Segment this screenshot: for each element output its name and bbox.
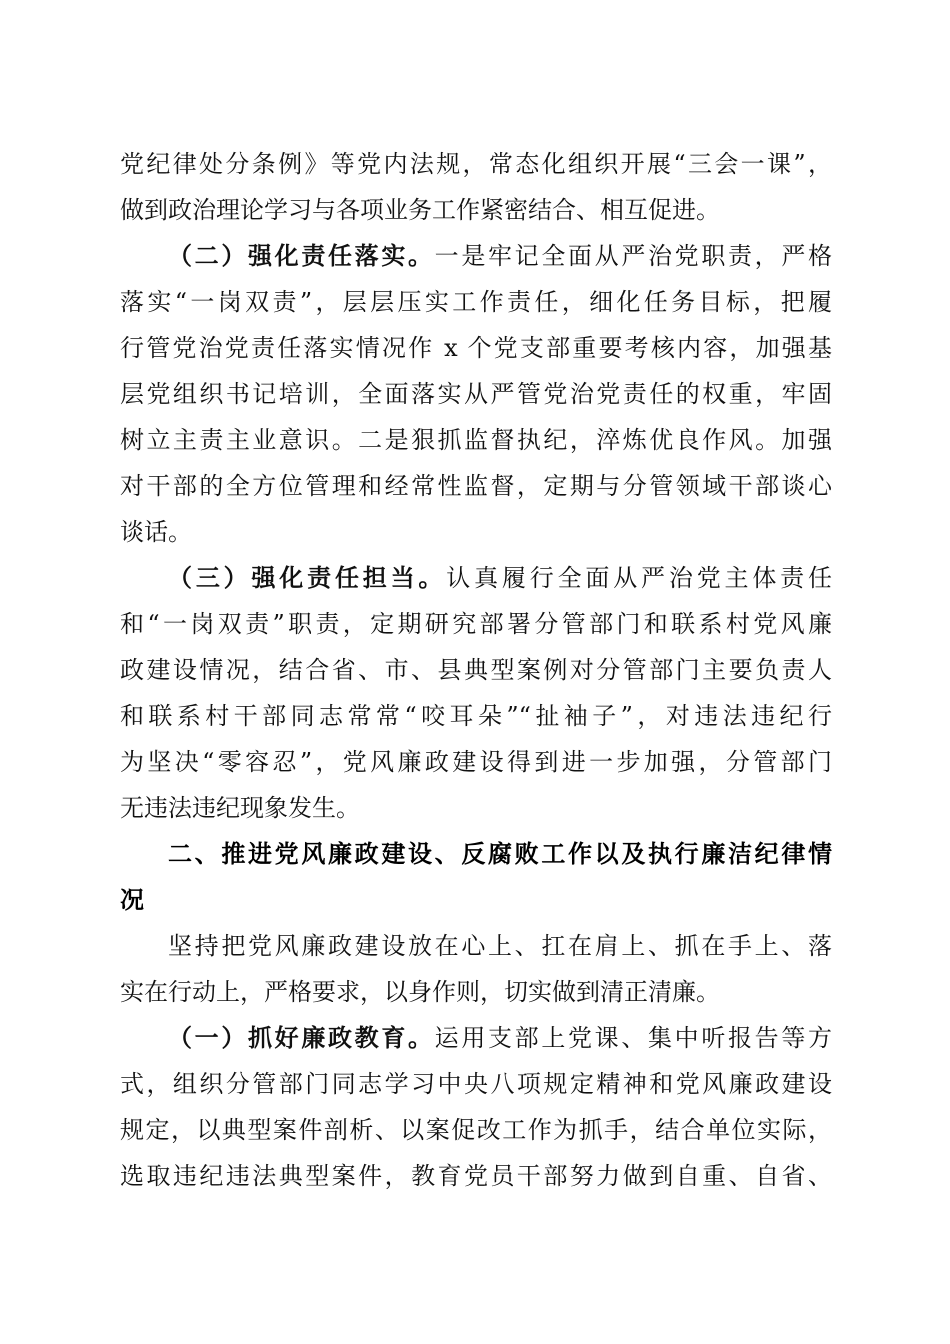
- paragraph-first-line: [168, 1018, 832, 1058]
- text-line: 树立主责主业意识。二是狠抓监督执纪，淬炼优良作风。加强: [120, 426, 832, 454]
- text-span: 一是牢记全面从严治党职责，严格: [434, 242, 832, 270]
- text-line: 和联系村干部同志常常“咬耳朵”“扯袖子”，对违法违纪行: [120, 702, 832, 730]
- paragraph-lead: （二）强化责任落实。: [168, 241, 435, 270]
- text-line: 无违法违纪现象发生。: [120, 794, 360, 822]
- text-line: 落实“一岗双责”，层层压实工作责任，细化任务目标，把履: [120, 288, 832, 316]
- paragraph-lead: （三）强化责任担当。: [168, 563, 447, 592]
- paragraph-first-line: [168, 236, 832, 276]
- text-span: 认真履行全面从严治党主体责任: [446, 564, 832, 592]
- text-line: 行管党治党责任落实情况作 x 个党支部重要考核内容，加强基: [120, 334, 832, 362]
- text-line: 对干部的全方位管理和经常性监督，定期与分管领域干部谈心: [120, 472, 832, 500]
- text-line: 党纪律处分条例》等党内法规，常态化组织开展“三会一课”，: [120, 150, 832, 178]
- text-line: 和“一岗双责”职责，定期研究部署分管部门和联系村党风廉: [120, 610, 832, 638]
- section-heading: 二、推进党风廉政建设、反腐败工作以及执行廉洁纪律情: [168, 840, 832, 868]
- text-line: 谈话。: [120, 518, 192, 546]
- text-span: 运用支部上党课、集中听报告等方: [434, 1024, 832, 1052]
- text-line: 实在行动上，严格要求，以身作则，切实做到清正清廉。: [120, 978, 720, 1006]
- text-line: 政建设情况，结合省、市、县典型案例对分管部门主要负责人: [120, 656, 832, 684]
- paragraph-first-line: 坚持把党风廉政建设放在心上、扛在肩上、抓在手上、落: [168, 932, 832, 960]
- paragraph-lead: （一）抓好廉政教育。: [168, 1023, 435, 1052]
- text-line: 选取违纪违法典型案件，教育党员干部努力做到自重、自省、: [120, 1162, 832, 1190]
- text-line: 层党组织书记培训，全面落实从严管党治党责任的权重，牢固: [120, 380, 832, 408]
- text-line: 做到政治理论学习与各项业务工作紧密结合、相互促进。: [120, 196, 720, 224]
- text-line: 规定，以典型案件剖析、以案促改工作为抓手，结合单位实际，: [120, 1116, 832, 1144]
- text-line: 为坚决“零容忍”，党风廉政建设得到进一步加强，分管部门: [120, 748, 832, 776]
- paragraph-first-line: [168, 558, 832, 598]
- section-heading-continued: 况: [120, 886, 144, 914]
- text-line: 式，组织分管部门同志学习中央八项规定精神和党风廉政建设: [120, 1070, 832, 1098]
